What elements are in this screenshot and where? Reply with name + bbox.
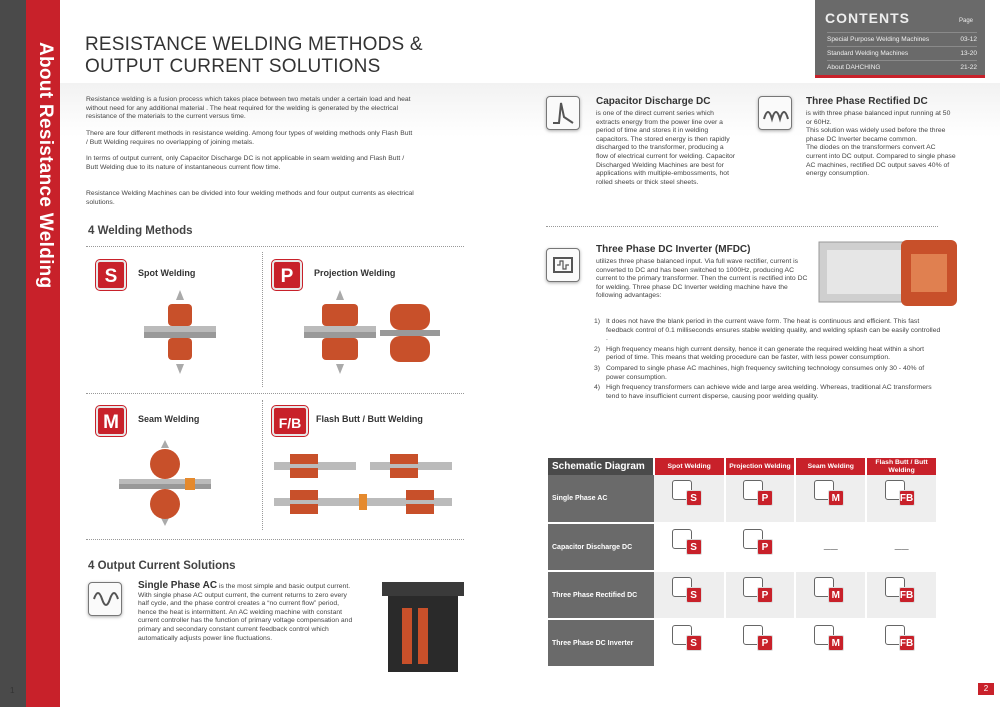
contents-item[interactable]: About DAHCHING 21-22 [827, 60, 977, 71]
intro-paragraph-1: Resistance welding is a fusion process which takes place between two metals under a certain load and heat without need for any additional material . The heat required for the welding is generated by the electrical resistance of the materials to the current versus time. [86, 96, 411, 121]
advantage-item: 2) High frequency means high current density, hence it can generate the required welding heat within a short period of time. This means that welding procedure can be faster, with less power consumption. [594, 345, 925, 362]
column-header: Flash Butt / Butt Welding [866, 458, 937, 475]
methods-heading: 4 Welding Methods [88, 225, 193, 237]
advantage-item: 4) High frequency transformers can achieve wide and large area welding. Whereas, traditional AC transformers tend to have insufficient current disperse, causing poor welding quality. [594, 384, 932, 400]
row-label: Three Phase Rectified DC [548, 571, 654, 619]
schematic-cell-icon: S [672, 529, 706, 561]
single-phase-ac-text: Single Phase AC is the most simple and basic output current. With single phase AC output current, the current returns to zero every half cycle, and the phase control creates a “no current flow” period, hence the heat is intermittent. An AC welding machine with constant current controller has the function of primary voltage compensation and primary and secondary constant current feedback control which automatically adjusts power line fluctuations. [138, 580, 353, 642]
flash-butt-welding-illustration [270, 448, 460, 528]
schematic-cell-icon: S [672, 480, 706, 512]
flash-butt-welding-badge: F/B [272, 406, 308, 436]
rectified-title: Three Phase Rectified DC [806, 96, 928, 107]
outputs-heading: 4 Output Current Solutions [88, 560, 236, 572]
column-header: Projection Welding [725, 458, 796, 475]
divider [262, 400, 263, 530]
projection-welding-illustration [300, 288, 450, 378]
schematic-diagram-table [548, 458, 938, 668]
divider [86, 393, 464, 394]
section-sidebar [0, 0, 60, 707]
seam-welding-label: Seam Welding [138, 414, 200, 424]
divider [86, 539, 464, 540]
capacitor-title: Capacitor Discharge DC [596, 96, 711, 107]
schematic-cell-icon: FB [885, 625, 919, 657]
rectified-dc-icon [758, 96, 792, 130]
schematic-cell-icon: M [814, 480, 848, 512]
rectified-text: is with three phase balanced input running at 50 or 60Hz. This solution was widely used before the three phase DC Inverter became common. The diodes on the transformers convert AC current into DC output. Compared to single phase AC machines, rectified DC output saves 40% of energy consumption. [806, 110, 956, 178]
divider [546, 226, 938, 227]
schematic-cell-icon: P [743, 625, 777, 657]
projection-welding-label: Projection Welding [314, 268, 396, 278]
flash-butt-welding-label: Flash Butt / Butt Welding [316, 414, 423, 424]
not-applicable-dash: —— [894, 546, 909, 553]
table-row [548, 475, 937, 523]
intro-paragraph-4: Resistance Welding Machines can be divided into four welding methods and four output currents as electrical solutions. [86, 190, 414, 206]
spot-welding-illustration [140, 288, 220, 378]
contents-heading: CONTENTS [825, 10, 910, 26]
schematic-cell-icon: P [743, 577, 777, 609]
seam-welding-illustration [115, 438, 215, 528]
dc-inverter-icon [546, 248, 580, 282]
schematic-cell-icon: S [672, 577, 706, 609]
schematic-cell-icon: P [743, 529, 777, 561]
inverter-text: utilizes three phase balanced input. Via full wave rectifier, current is converted to DC and has been switched to 1000Hz, producing AC current to the primary transformer. Then the current is rectified into DC for welding. Three phase DC Inverter welding machine have the following advantages: [596, 258, 808, 300]
spot-welding-badge: S [96, 260, 126, 290]
divider [262, 252, 263, 387]
schematic-heading: Schematic Diagram [548, 458, 654, 475]
schematic-cell-icon: P [743, 480, 777, 512]
intro-paragraph-2: There are four different methods in resistance welding. Among four types of welding methods only Flash Butt / Butt Welding requires no overlapping of joining metals. [86, 130, 413, 146]
contents-page-label: Page [958, 18, 973, 24]
contents-item[interactable]: Special Purpose Welding Machines 03-12 [827, 32, 977, 43]
table-row [548, 619, 937, 667]
seam-welding-badge: M [96, 406, 126, 436]
row-label: Three Phase DC Inverter [548, 619, 654, 667]
table-row [548, 523, 937, 571]
schematic-cell-icon: FB [885, 480, 919, 512]
title-line-2: OUTPUT CURRENT SOLUTIONS [85, 56, 381, 77]
schematic-cell-icon: M [814, 625, 848, 657]
page-title [85, 34, 465, 78]
schematic-cell-icon: FB [885, 577, 919, 609]
row-label: Capacitor Discharge DC [548, 523, 654, 571]
projection-welding-badge: P [272, 260, 302, 290]
ac-transformer-photo [378, 578, 468, 678]
schematic-cell-icon: M [814, 577, 848, 609]
page-number-right: 2 [978, 683, 994, 695]
table-row [548, 571, 937, 619]
title-line-1: RESISTANCE WELDING METHODS & [85, 34, 423, 55]
column-header: Spot Welding [654, 458, 725, 475]
ac-wave-icon [88, 582, 122, 616]
page-number-left: 1 [10, 686, 15, 695]
intro-paragraph-3: In terms of output current, only Capacitor Discharge DC is not applicable in seam welding and Flash Butt / Butt Welding due to its nature of instantaneous current flow time. [86, 155, 405, 171]
capacitor-text: is one of the direct current series which extracts energy from the power line over a period of time and stores it in welding capacitors. The stored energy is then rapidly discharged to the transformer, producing a flow of electrical current for welding. Capacitor Discharged Welding Machines are best for applications with multiple-embossments, hot rolled sheets or thick steel sheets. [596, 110, 736, 186]
table-header-row [548, 458, 937, 475]
schematic-cell-icon: S [672, 625, 706, 657]
spot-welding-label: Spot Welding [138, 268, 196, 278]
sidebar-title: About Resistance Welding [35, 42, 56, 289]
inverter-title: Three Phase DC Inverter (MFDC) [596, 244, 751, 255]
capacitor-discharge-icon [546, 96, 580, 130]
advantage-item: 3) Compared to single phase AC machines, high frequency switching technology consumes only 30 - 40% of power consumption. [594, 364, 925, 381]
contents-item[interactable]: Standard Welding Machines 13-20 [827, 46, 977, 57]
dc-inverter-photo [815, 232, 965, 317]
not-applicable-dash: —— [823, 546, 838, 553]
divider [86, 246, 464, 247]
advantage-item: 1) It does not have the blank period in the current wave form. The heat is continuous and efficient. This fast feedback control of 0.1 milliseconds ensures stable welding quality, and welding splash can be easily controlled . [594, 318, 941, 343]
inverter-advantages [594, 318, 944, 401]
row-label: Single Phase AC [548, 475, 654, 523]
contents-panel [815, 0, 985, 78]
column-header: Seam Welding [795, 458, 866, 475]
